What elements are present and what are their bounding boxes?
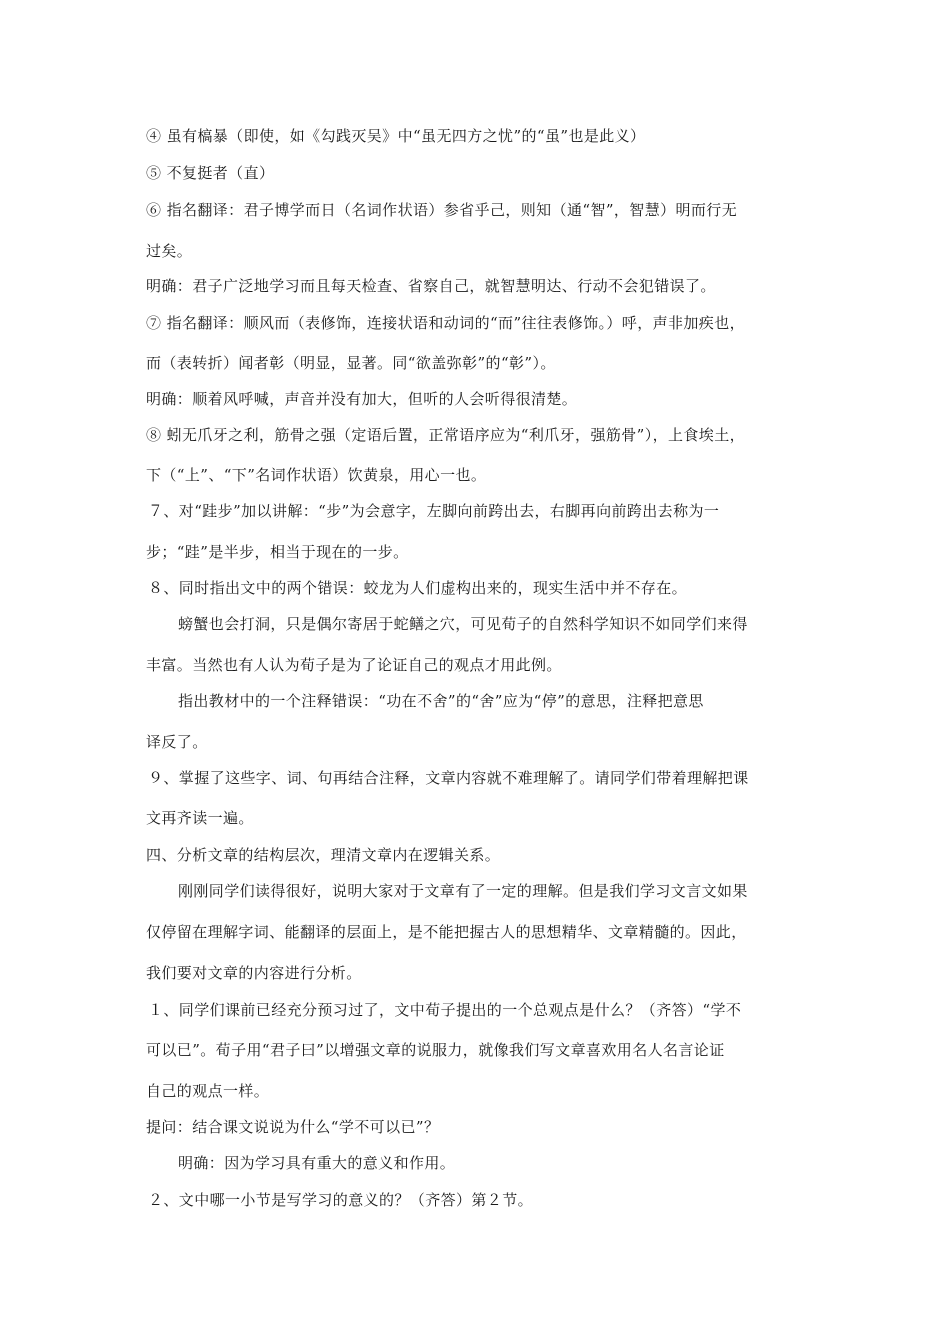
- text-line: 指出教材中的一个注释错误：“功在不舍”的“舍”应为“停”的意思，注释把意思: [178, 692, 704, 710]
- text-line: ９、掌握了这些字、词、句再结合注释，文章内容就不难理解了。请同学们带着理解把课: [148, 769, 749, 787]
- text-line: ２、文中哪一小节是写学习的意义的？（齐答）第２节。: [148, 1191, 534, 1209]
- text-line: １、同学们课前已经充分预习过了，文中荀子提出的一个总观点是什么？（齐答）“学不: [148, 1001, 742, 1019]
- text-line: ④ 虽有槁暴（即使，如《勾践灭吴》中“虽无四方之忧”的“虽”也是此义）: [146, 127, 646, 145]
- text-line: ⑧ 蚓无爪牙之利，筋骨之强（定语后置，正常语序应为“利爪牙，强筋骨”），上食埃土，: [146, 426, 746, 444]
- text-line: 提问：结合课文说说为什么“学不可以已”？: [146, 1118, 440, 1136]
- text-line: ⑦ 指名翻译：顺风而（表修饰，连接状语和动词的“而”往往表修饰。）呼，声非加疾也，: [146, 314, 746, 332]
- text-line: 丰富。当然也有人认为荀子是为了论证自己的观点才用此例。: [146, 656, 562, 674]
- text-line: 自己的观点一样。: [146, 1082, 270, 1100]
- text-line: 我们要对文章的内容进行分析。: [146, 964, 362, 982]
- text-line: ⑤ 不复挺者（直）: [146, 164, 275, 182]
- text-line: 明确：顺着风呼喊，声音并没有加大，但听的人会听得很清楚。: [146, 390, 578, 408]
- text-line: 而（表转折）闻者彰（明显，显著。同“欲盖弥彰”的“彰”）。: [146, 354, 556, 372]
- text-line: 明确：因为学习具有重大的意义和作用。: [178, 1154, 456, 1172]
- text-line: 明确：君子广泛地学习而且每天检查、省察自己，就智慧明达、行动不会犯错误了。: [146, 277, 716, 295]
- text-line: 四、分析文章的结构层次，理清文章内在逻辑关系。: [146, 846, 501, 864]
- text-line: ⑥ 指名翻译：君子博学而日（名词作状语）参省乎己，则知（通“智”，智慧）明而行无: [146, 201, 738, 219]
- text-line: ８、同时指出文中的两个错误：蛟龙为人们虚构出来的，现实生活中并不存在。: [148, 579, 688, 597]
- text-line: 过矣。: [146, 242, 193, 260]
- text-line: 下（“上”、“下”名词作状语）饮黄泉，用心一也。: [146, 466, 487, 484]
- text-line: 译反了。: [146, 733, 208, 751]
- text-line: 刚刚同学们读得很好，说明大家对于文章有了一定的理解。但是我们学习文言文如果: [178, 882, 748, 900]
- text-line: 可以已”。荀子用“君子曰”以增强文章的说服力，就像我们写文章喜欢用名人名言论证: [146, 1041, 725, 1059]
- text-line: 仅停留在理解字词、能翻译的层面上，是不能把握古人的思想精华、文章精髓的。因此，: [146, 923, 747, 941]
- text-line: 文再齐读一遍。: [146, 809, 254, 827]
- text-line: 步；“跬”是半步，相当于现在的一步。: [146, 543, 409, 561]
- text-line: 螃蟹也会打洞，只是偶尔寄居于蛇鳝之穴，可见荀子的自然科学知识不如同学们来得: [178, 615, 748, 633]
- text-line: ７、对“跬步”加以讲解：“步”为会意字，左脚向前跨出去，右脚再向前跨出去称为一: [148, 502, 720, 520]
